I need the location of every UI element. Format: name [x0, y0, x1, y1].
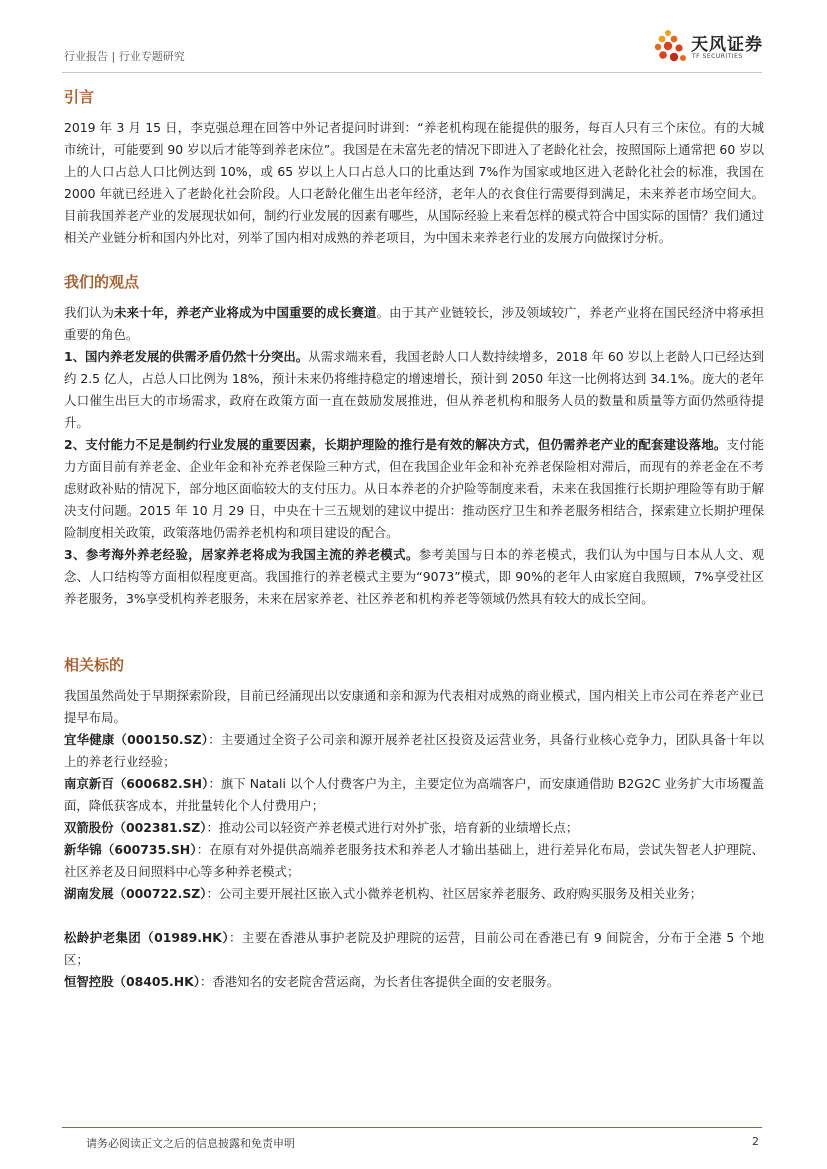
- view-p2-text: 支付能力方面目前有养老金、企业年金和补充养老保险三种方式，但在我国企业年金和补充养老保险相对滞后，而现有的养老金在不考虑财政补贴的情况下，部分地区面临较大的支付压力。从日本养老的介护险等制度来看，未来在我国推行长期护理险等有助于解决支付问题。2015 年 10 月 29 日，中央在十三五规划的建议中提出：推动医疗卫生和养老服务相结合，探索建立长期护理保险制度相关政策，政策落地仍需养老机构和项目建设的配合。: [64, 437, 765, 540]
- view-p3-text: 参考美国与日本的养老模式，我们认为中国与日本从人文、观念、人口结构等方面相似程度更高。我国推行的养老模式主要为“9073”模式，即 90%的老年人由家庭自我照顾，7%享受社区养老服务，3%享受机构养老服务，未来在居家养老、社区养老和机构养老等领域仍然具有较大的成长空间。: [64, 547, 765, 606]
- target-desc: ：香港知名的安老院舍营运商，为长者住客提供全面的安老服务。: [199, 974, 560, 989]
- targets-title: 相关标的: [64, 656, 125, 674]
- view-p0-post: 。由于其产业链较长，涉及领域较广，养老产业将在国民经济中将承担重要的角色。: [64, 305, 765, 342]
- intro-paragraph: 2019 年 3 月 15 日，李克强总理在回答中外记者提问时讲到：“养老机构现在能提供的服务，每百人只有三个床位。有的大城市统计，可能要到 90 岁以后才能等到养老床位”。我国是在未富先老的情况下即进入了老龄化社会，按照国际上通常把 60 岁以上的人口占总人口比例达到 10%，或 65 岁以上人口占总人口的比重达到 7%作为国家或地区进入老龄化社会的标准，我国在 2000 年就已经进入了老龄化社会阶段。人口老龄化催生出老年经济，老年人的衣食住行需要得到满足，未来养老市场空间大。目前我国养老产业的发展现状如何，制约行业发展的因素有哪些，从国际经验上来看怎样的模式符合中国实际的国情？我们通过相关产业链分析和国内外比对，列举了国内相对成熟的养老项目，为中国未来养老行业的发展方向做探讨分析。: [64, 120, 764, 245]
- report-category: 行业报告 | 行业专题研究: [64, 50, 185, 63]
- target-name: 宜华健康（000150.SZ）: [64, 732, 209, 747]
- target-item: [64, 773, 764, 817]
- targets-intro: 我国虽然尚处于早期探索阶段，目前已经涌现出以安康通和亲和源为代表相对成熟的商业模式，国内相关上市公司在养老产业已提早布局。: [64, 688, 764, 725]
- target-name: 南京新百（600682.SH）: [64, 776, 209, 791]
- view-p0-bold: 未来十年，养老产业将成为中国重要的成长赛道: [114, 305, 377, 320]
- view-p2-bold: 2、支付能力不足是制约行业发展的重要因素，长期护理险的推行是有效的解决方式，但仍需养老产业的配套建设落地。: [64, 437, 727, 452]
- logo-text-en: TF SECURITIES: [692, 53, 743, 60]
- footer-divider: [62, 1127, 762, 1128]
- main-content: [64, 86, 764, 993]
- target-desc: ：主要通过全资子公司亲和源开展养老社区投资及运营业务，具备行业核心竞争力，团队具备十年以上的养老行业经验；: [64, 732, 764, 769]
- tf-securities-logo-icon: [654, 28, 688, 66]
- target-name: 松龄护老集团（01989.HK）: [64, 930, 230, 945]
- target-desc: ：旗下 Natali 以个人付费客户为主，主要定位为高端客户，而安康通借助 B2G2C 业务扩大市场覆盖面，降低获客成本，并批量转化个人付费用户；: [64, 776, 764, 813]
- logo-text-cn: 天风证券: [691, 35, 763, 55]
- target-name: 双箭股份（002381.SZ）: [64, 820, 207, 835]
- target-item: [64, 883, 764, 905]
- target-name: 湖南发展（000722.SZ）: [64, 886, 207, 901]
- target-desc: ：主要在香港从事护老院及护理院的运营，目前公司在香港已有 9 间院舍，分布于全港 5 个地区；: [64, 930, 764, 967]
- target-item-hk: [64, 927, 764, 971]
- intro-title: 引言: [64, 88, 95, 106]
- company-logo: [654, 28, 774, 68]
- view-paragraph-3: [64, 544, 764, 610]
- target-item-hk: [64, 971, 764, 993]
- view-p1-bold: 1、国内养老发展的供需矛盾仍然十分突出。: [64, 349, 309, 364]
- footer-disclaimer: 请务必阅读正文之后的信息披露和免责申明: [86, 1137, 295, 1150]
- target-desc: ：在原有对外提供高端养老服务技术和养老人才输出基础上，进行差异化布局，尝试失智老人护理院、社区养老及日间照料中心等多种养老模式；: [64, 842, 764, 879]
- target-item: [64, 817, 764, 839]
- view-paragraph-2: [64, 434, 764, 544]
- header-divider: [62, 72, 762, 73]
- view-p3-bold: 3、参考海外养老经验，居家养老将成为我国主流的养老模式。: [64, 547, 419, 562]
- target-item: [64, 839, 764, 883]
- target-name: 恒智控股（08405.HK）: [64, 974, 200, 989]
- page-number: 2: [752, 1135, 759, 1148]
- view-paragraph-0: [64, 302, 764, 346]
- view-paragraph-1: [64, 346, 764, 434]
- target-desc: ：推动公司以轻资产养老模式进行对外扩张，培育新的业绩增长点；: [206, 820, 579, 835]
- target-desc: ：公司主要开展社区嵌入式小微养老机构、社区居家养老服务、政府购买服务及相关业务；: [206, 886, 703, 901]
- target-item: [64, 729, 764, 773]
- view-p0-pre: 我们认为: [64, 305, 115, 320]
- target-name: 新华锦（600735.SH）: [64, 842, 197, 857]
- view-p1-text: 从需求端来看，我国老龄人口人数持续增多，2018 年 60 岁以上老龄人口已经达到约 2.5 亿人，占总人口比例为 18%，预计未来仍将维持稳定的增速增长，预计到 2050 年这一比例将达到 34.1%。庞大的老年人口催生出巨大的市场需求，政府在政策方面一直在鼓励发展推进，但从养老机构和服务人员的数量和质量等方面仍然亟待提升。: [64, 349, 764, 430]
- view-title: 我们的观点: [64, 273, 140, 291]
